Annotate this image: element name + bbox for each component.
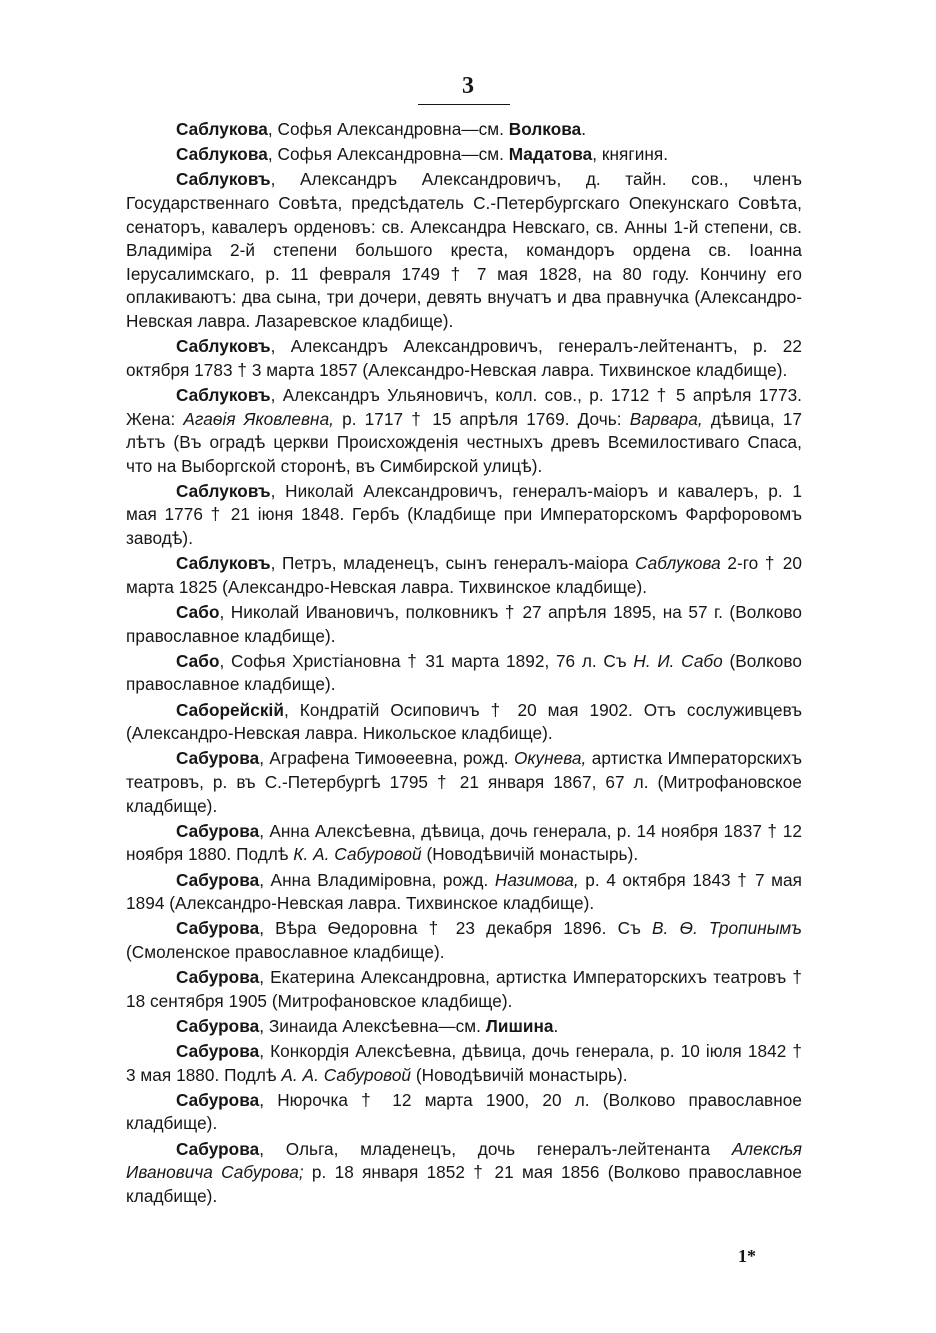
list-item bbox=[126, 650, 802, 697]
entry-surname: Сабурова bbox=[176, 967, 260, 988]
entry-tail: . bbox=[581, 119, 587, 139]
entry-text: , Александръ Александровичъ, д. тайн. сов., членъ Государственнаго Совѣта, предсѣдатель С.-Петербургскаго Опекунскаго Совѣта, сенаторъ, кавалеръ орденовъ: св. Александра Невскаго, св. Анны 1-й степени, св. Владиміра 2-й степени большого креста, командоръ ордена св. Іоанна Іерусалимскаго, р. 11 февраля 1749 † 7 мая 1828, на 80 году. Кончину его оплакиваютъ: два сына, три дочери, девять внучатъ и два правнучка (Александро-Невская лавра. Лазаревское кладбище). bbox=[126, 169, 802, 331]
entry-surname: Сабо bbox=[176, 602, 220, 623]
entry-tail: (Новодѣвичій монастырь). bbox=[421, 844, 639, 865]
entry-italic-name: Варвара, bbox=[629, 408, 703, 429]
entry-surname: Сабурова bbox=[176, 820, 260, 841]
entry-text-middle: р. 1717 † 15 апрѣля 1769. Дочь: bbox=[334, 408, 630, 429]
list-item bbox=[126, 1089, 802, 1136]
entry-italic-name: В. Ѳ. Тропинымъ bbox=[652, 918, 802, 939]
entry-cross-reference: Мадатова bbox=[508, 144, 593, 165]
entry-text: , Александръ Александровичъ, генералъ-лейтенантъ, р. 22 октября 1783 † 3 марта 1857 (Александро-Невская лавра. Тихвинское кладбище). bbox=[126, 336, 802, 380]
entry-surname: Сабо bbox=[176, 650, 220, 671]
entry-tail: (Смоленское православное кладбище). bbox=[126, 941, 445, 962]
entry-italic-name: Окунева, bbox=[513, 748, 587, 769]
entry-surname: Саборейскій bbox=[176, 699, 284, 720]
entry-italic-name: Алексѣя Ивановича Сабурова; bbox=[126, 1138, 802, 1183]
entry-surname: Саблуковъ bbox=[176, 480, 271, 501]
list-item bbox=[126, 1015, 802, 1039]
entry-surname: Сабурова bbox=[176, 869, 260, 890]
entry-text: , Николай Александровичъ, генералъ-маіоръ и кавалеръ, р. 1 мая 1776 † 21 іюня 1848. Гербъ (Кладбище при Императорскомъ Фарфоровомъ заводѣ). bbox=[126, 480, 802, 549]
list-item bbox=[126, 384, 802, 478]
entry-text: , Ольга, младенецъ, дочь генералъ-лейтенанта bbox=[259, 1138, 732, 1159]
entry-surname: Саблуковъ bbox=[176, 553, 271, 574]
entry-list bbox=[126, 118, 802, 1210]
entry-text: , Александръ Ульяновичъ, колл. сов., р. 1712 † 5 апрѣля 1773. Жена: bbox=[126, 384, 802, 429]
entry-text: , Зинаида Алексѣевна—см. bbox=[259, 1015, 486, 1036]
entry-italic-name: А. А. Сабуровой bbox=[281, 1064, 412, 1085]
list-item bbox=[126, 335, 802, 382]
list-item bbox=[126, 601, 802, 648]
entry-surname: Саблуковъ bbox=[176, 336, 271, 357]
entry-italic-name: Н. И. Сабо bbox=[633, 650, 723, 671]
page-number: 3 bbox=[462, 73, 474, 99]
entry-tail: 2-го † 20 марта 1825 (Александро-Невская лавра. Тихвинское кладбище). bbox=[126, 553, 802, 597]
entry-tail: р. 4 октября 1843 † 7 мая 1894 (Александро-Невская лавра. Тихвинское кладбище). bbox=[126, 869, 802, 914]
entry-surname: Саблуковъ bbox=[176, 169, 271, 190]
entry-text: , Екатерина Александровна, артистка Императорскихъ театровъ † 18 сентября 1905 (Митрофановское кладбище). bbox=[126, 967, 802, 1011]
entry-tail: артистка Императорскихъ театровъ, р. въ С.-Петербургѣ 1795 † 21 января 1867, 67 л. (Митрофановское кладбище). bbox=[126, 748, 802, 816]
entry-italic-name: Назимова, bbox=[494, 869, 579, 890]
entry-tail: дѣвица, 17 лѣтъ (Въ оградѣ церкви Происхожденія честныхъ древъ Всемилостиваго Спаса, что на Выборгской сторонѣ, въ Симбирской улицѣ). bbox=[126, 408, 802, 476]
entry-italic-name: Агаѳія Яковлевна, bbox=[183, 408, 335, 429]
entry-text: , Софья Христіановна † 31 марта 1892, 76 л. Съ bbox=[219, 650, 634, 671]
entry-surname: Сабурова bbox=[176, 1089, 260, 1110]
entry-surname: Сабурова bbox=[176, 1041, 260, 1062]
entry-text: , Анна Алексѣевна, дѣвица, дочь генерала, р. 14 ноября 1837 † 12 ноября 1880. Подлѣ bbox=[126, 820, 802, 865]
entry-text: , Нюрочка † 12 марта 1900, 20 л. (Волково православное кладбище). bbox=[126, 1089, 802, 1134]
entry-tail: , княгиня. bbox=[592, 144, 669, 165]
entry-tail: р. 18 января 1852 † 21 мая 1856 (Волково православное кладбище). bbox=[126, 1162, 802, 1206]
entry-surname: Сабурова bbox=[176, 918, 260, 939]
list-item bbox=[126, 747, 802, 818]
entry-text: , Конкордія Алексѣевна, дѣвица, дочь генерала, р. 10 іюля 1842 † 3 мая 1880. Подлѣ bbox=[126, 1041, 802, 1085]
list-item bbox=[126, 699, 802, 746]
entry-text: , Николай Ивановичъ, полковникъ † 27 апрѣля 1895, на 57 г. (Волково православное кладбище). bbox=[126, 602, 802, 646]
list-item bbox=[126, 480, 802, 551]
list-item bbox=[126, 1138, 802, 1209]
entry-italic-name: К. А. Сабуровой bbox=[293, 844, 422, 865]
entry-text: , Кондратій Осиповичъ † 20 мая 1902. Отъ сослуживцевъ (Александро-Невская лавра. Никольское кладбище). bbox=[126, 699, 802, 744]
entry-text: , Софья Александровна—см. bbox=[267, 144, 509, 165]
list-item bbox=[126, 869, 802, 916]
list-item bbox=[126, 1040, 802, 1087]
list-item bbox=[126, 552, 802, 599]
entry-tail: . bbox=[553, 1015, 559, 1036]
list-item bbox=[126, 143, 802, 167]
signature-mark: 1* bbox=[738, 1246, 756, 1266]
entry-text: , Анна Владиміровна, рожд. bbox=[259, 869, 495, 890]
entry-surname: Сабурова bbox=[176, 1138, 260, 1159]
list-item bbox=[126, 820, 802, 867]
entry-cross-reference: Лишина bbox=[485, 1015, 554, 1036]
list-item bbox=[126, 168, 802, 333]
entry-tail: (Волково православное кладбище). bbox=[126, 650, 803, 695]
entry-text: , Софья Александровна—см. bbox=[267, 119, 509, 139]
entry-surname: Сабурова bbox=[176, 1015, 260, 1036]
header-rule bbox=[418, 104, 510, 105]
entry-surname: Сабурова bbox=[176, 748, 260, 769]
entry-text: , Аграфена Тимоѳеевна, рожд. bbox=[259, 748, 514, 769]
entry-italic-name: Саблукова bbox=[634, 553, 721, 574]
list-item bbox=[126, 118, 802, 142]
entry-text: , Вѣра Ѳедоровна † 23 декабря 1896. Съ bbox=[259, 918, 653, 939]
entry-surname: Саблукова bbox=[176, 144, 268, 165]
entry-surname: Саблуковъ bbox=[176, 384, 271, 405]
list-item bbox=[126, 917, 802, 964]
entry-tail: (Новодѣвичій монастырь). bbox=[411, 1064, 628, 1085]
entry-cross-reference: Волкова bbox=[508, 119, 582, 139]
list-item bbox=[126, 966, 802, 1013]
entry-surname: Саблукова bbox=[176, 119, 268, 139]
entry-text: , Петръ, младенецъ, сынъ генералъ-маіора bbox=[270, 553, 635, 574]
